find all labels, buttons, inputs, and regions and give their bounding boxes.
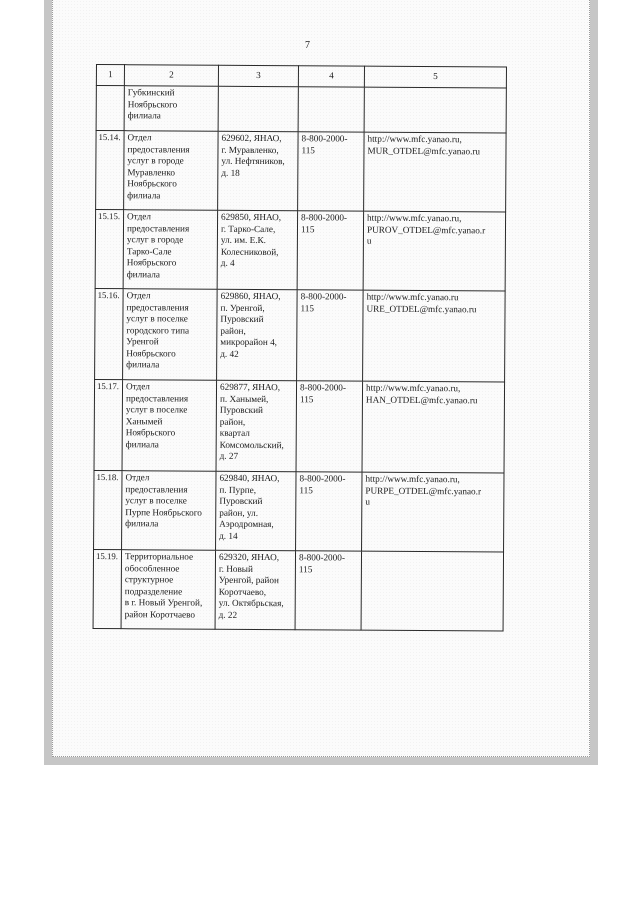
table-header-row (96, 65, 506, 89)
office-name: Губкинский Ноябрьского филиала (124, 86, 218, 132)
office-phone: 8-800-2000- 115 (297, 211, 363, 290)
office-phone (298, 87, 364, 132)
office-contacts (364, 87, 506, 133)
office-name: Территориальное обособленное структурное подразделение в г. Новый Уренгой, район Коротчаево (121, 550, 215, 630)
office-address: 629850, ЯНАО, г. Тарко-Сале, ул. им. Е.К. Колесниковой, д. 4 (217, 210, 297, 289)
office-name: Отдел предоставления услуг в поселке городского типа Уренгой Ноябрьского филиала (123, 289, 218, 381)
row-number: 15.18. (94, 470, 122, 549)
office-contacts: http://www.mfc.yanao.ru, HAN_OTDEL@mfc.yanao.ru (362, 381, 505, 473)
column-header: 5 (364, 66, 506, 88)
office-phone: 8-800-2000- 115 (295, 551, 361, 630)
office-contacts: http://www.mfc.yanao.ru, PUROV_OTDEL@mfc.yanao.r u (363, 211, 505, 291)
office-phone: 8-800-2000- 115 (297, 290, 364, 381)
table-row (94, 379, 505, 473)
office-address: 629602, ЯНАО, г. Муравленко, ул. Нефтяников, д. 18 (218, 131, 298, 210)
row-number (96, 86, 124, 131)
office-phone: 8-800-2000- 115 (296, 472, 362, 551)
column-header: 1 (96, 65, 124, 86)
office-name: Отдел предоставления услуг в городе Тарко-Сале Ноябрьского филиала (123, 210, 217, 290)
office-address (218, 86, 298, 131)
office-phone: 8-800-2000- 115 (296, 381, 363, 472)
row-number: 15.19. (93, 549, 121, 628)
office-contacts (361, 551, 503, 631)
page-number: 7 (305, 40, 310, 51)
row-number: 15.17. (94, 379, 123, 470)
office-name: Отдел предоставления услуг в поселке Пурпе Ноябрьского филиала (122, 471, 216, 551)
office-name: Отдел предоставления услуг в поселке Ханымей Ноябрьского филиала (122, 380, 217, 472)
office-name: Отдел предоставления услуг в городе Муравленко Ноябрьского филиала (124, 131, 218, 211)
table-row (96, 86, 506, 134)
table-row (94, 470, 504, 552)
table-row (96, 131, 506, 213)
column-header: 2 (124, 65, 218, 87)
row-number: 15.14. (96, 131, 124, 210)
office-contacts: http://www.mfc.yanao.ru URE_OTDEL@mfc.yanao.ru (363, 290, 506, 382)
row-number: 15.16. (95, 288, 124, 379)
office-address: 629860, ЯНАО, п. Уренгой, Пуровский район, микрорайон 4, д. 42 (217, 289, 298, 380)
column-header: 4 (298, 66, 364, 87)
office-phone: 8-800-2000- 115 (298, 132, 364, 211)
table-row (93, 549, 503, 631)
office-address: 629840, ЯНАО, п. Пурпе, Пуровский район, ул. Аэродромная, д. 14 (216, 471, 296, 550)
column-header: 3 (218, 65, 298, 86)
table-row (95, 210, 505, 292)
office-address: 629320, ЯНАО, г. Новый Уренгой, район Коротчаево, ул. Октябрьская, д. 22 (215, 550, 295, 629)
row-number: 15.15. (95, 210, 123, 289)
office-contacts: http://www.mfc.yanao.ru, PURPE_OTDEL@mfc.yanao.r u (362, 472, 504, 552)
office-table (93, 64, 507, 632)
office-address: 629877, ЯНАО, п. Ханымей, Пуровский район, квартал Комсомольский, д. 27 (216, 380, 297, 471)
table-row (95, 288, 506, 382)
office-contacts: http://www.mfc.yanao.ru, MUR_OTDEL@mfc.yanao.ru (364, 132, 506, 212)
